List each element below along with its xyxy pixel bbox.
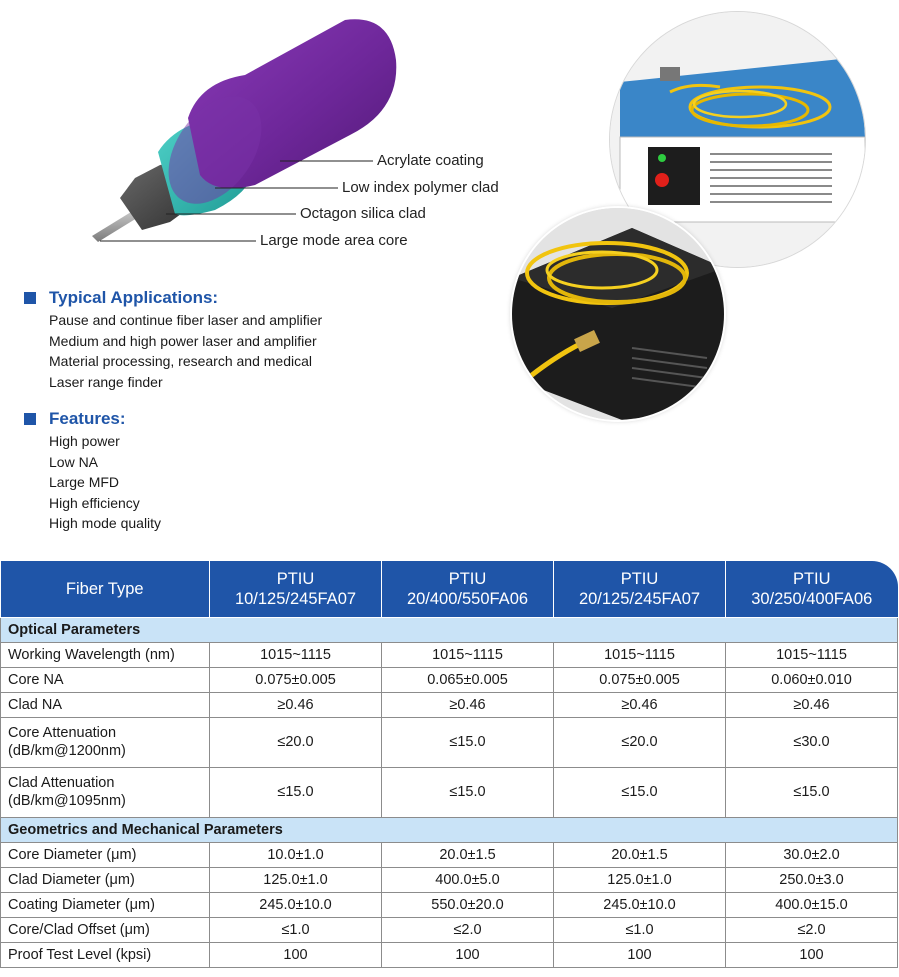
table-row [1,942,898,967]
parameter-value: 100 [382,942,554,967]
table-row [1,892,898,917]
applications-list [49,310,322,392]
parameter-label: Core/Clad Offset (μm) [1,917,210,942]
square-bullet-icon [24,292,36,304]
parameter-value: 550.0±20.0 [382,892,554,917]
fiber-connector-photo [512,208,724,420]
table-row [1,667,898,692]
parameter-value: 20.0±1.5 [554,842,726,867]
parameter-label: Working Wavelength (nm) [1,642,210,667]
model-header: PTIU 20/125/245FA07 [554,561,726,617]
group-header-row [1,817,898,842]
model-header: PTIU 10/125/245FA07 [210,561,382,617]
parameter-value: 20.0±1.5 [382,842,554,867]
callout-large-mode-area-core: Large mode area core [260,232,408,249]
parameter-value: 100 [210,942,382,967]
parameter-value: ≤15.0 [726,767,898,817]
parameter-value: 250.0±3.0 [726,867,898,892]
list-item: High mode quality [49,515,162,531]
callout-octagon-silica-clad: Octagon silica clad [300,205,426,222]
parameter-value: ≤1.0 [210,917,382,942]
parameter-value: 125.0±1.0 [210,867,382,892]
parameter-value: ≥0.46 [210,692,382,717]
parameter-value: ≤15.0 [554,767,726,817]
fiber-type-header: Fiber Type [1,561,210,617]
parameter-label: Clad Attenuation (dB/km@1095nm) [1,767,210,817]
parameter-value: ≥0.46 [726,692,898,717]
fiber-structure-diagram [0,0,520,270]
parameter-value: 30.0±2.0 [726,842,898,867]
table-row [1,642,898,667]
parameter-value: 10.0±1.0 [210,842,382,867]
parameter-value: ≤15.0 [382,767,554,817]
parameter-value: 1015~1115 [554,642,726,667]
group-title: Geometrics and Mechanical Parameters [1,817,898,842]
table-row [1,917,898,942]
parameter-value: 245.0±10.0 [554,892,726,917]
parameter-label: Coating Diameter (μm) [1,892,210,917]
list-item: Medium and high power laser and amplifier [49,332,317,349]
features-list [49,431,161,534]
parameter-value: 1015~1115 [210,642,382,667]
table-row [1,867,898,892]
parameter-label: Core Diameter (μm) [1,842,210,867]
parameter-value: 245.0±10.0 [210,892,382,917]
parameter-value: ≤20.0 [554,717,726,767]
parameter-value: 0.075±0.005 [554,667,726,692]
parameter-label: Proof Test Level (kpsi) [1,942,210,967]
fiber-spec-table [0,561,898,968]
parameter-value: ≤15.0 [210,767,382,817]
list-item: High efficiency [49,494,140,511]
applications-title: Typical Applications: [49,288,219,307]
callout-acrylate-coating: Acrylate coating [377,152,484,169]
parameter-value: ≤15.0 [382,717,554,767]
table-row [1,717,898,767]
parameter-value: 125.0±1.0 [554,867,726,892]
callout-low-index-polymer-clad: Low index polymer clad [342,179,499,196]
fiber-layers-illustration [0,0,520,270]
parameter-value: 400.0±5.0 [382,867,554,892]
features-section [24,409,161,534]
parameter-value: 1015~1115 [382,642,554,667]
parameter-label: Clad NA [1,692,210,717]
parameter-value: ≤2.0 [726,917,898,942]
parameter-value: 0.075±0.005 [210,667,382,692]
table-header-row [1,561,898,617]
group-header-row [1,617,898,642]
spec-table-body [1,617,898,967]
list-item: Laser range finder [49,373,163,390]
parameter-value: ≤30.0 [726,717,898,767]
group-title: Optical Parameters [1,617,898,642]
parameter-value: 0.065±0.005 [382,667,554,692]
parameter-value: ≥0.46 [554,692,726,717]
parameter-value: ≤2.0 [382,917,554,942]
parameter-label: Core Attenuation (dB/km@1200nm) [1,717,210,767]
parameter-label: Core NA [1,667,210,692]
list-item: Low NA [49,453,99,470]
parameter-label: Clad Diameter (μm) [1,867,210,892]
features-title: Features: [49,409,126,428]
parameter-value: ≤1.0 [554,917,726,942]
list-item: Material processing, research and medical [49,353,313,369]
parameter-value: ≥0.46 [382,692,554,717]
parameter-value: ≤20.0 [210,717,382,767]
list-item: Large MFD [49,474,120,490]
parameter-value: 400.0±15.0 [726,892,898,917]
list-item: High power [49,433,120,449]
parameter-value: 0.060±0.010 [726,667,898,692]
model-header: PTIU 20/400/550FA06 [382,561,554,617]
table-row [1,767,898,817]
square-bullet-icon [24,413,36,425]
parameter-value: 1015~1115 [726,642,898,667]
parameter-value: 100 [554,942,726,967]
table-row [1,842,898,867]
model-header: PTIU 30/250/400FA06 [726,561,898,617]
list-item: Pause and continue fiber laser and amplifier [49,312,323,328]
parameter-value: 100 [726,942,898,967]
table-row [1,692,898,717]
applications-section [24,288,322,392]
